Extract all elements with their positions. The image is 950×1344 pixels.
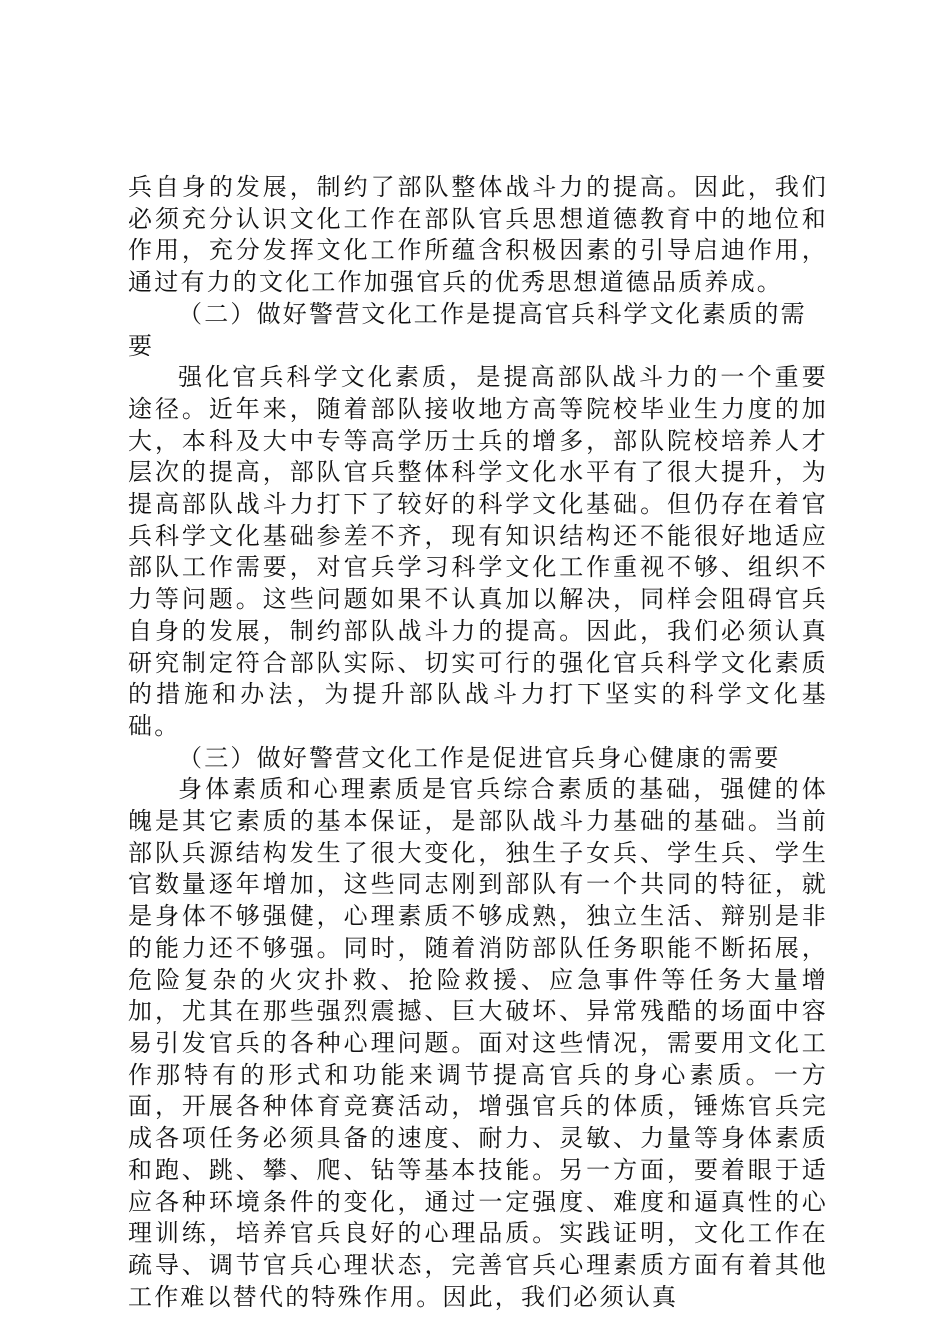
document-body [128,172,828,1313]
paragraph-continuation: 兵自身的发展，制约了部队整体战斗力的提高。因此，我们必须充分认识文化工作在部队官兵思想道德教育中的地位和作用，充分发挥文化工作所蕴含积极因素的引导启迪作用，通过有力的文化工作加强官兵的优秀思想道德品质养成。 [128,173,828,297]
paragraph-science-culture: 强化官兵科学文化素质，是提高部队战斗力的一个重要途径。近年来，随着部队接收地方高等院校毕业生力度的加大，本科及大中专等高学历士兵的增多，部队院校培养人才层次的提高，部队官兵整体科学文化水平有了很大提升，为提高部队战斗力打下了较好的科学文化基础。但仍存在着官兵科学文化基础参差不齐，现有知识结构还不能很好地适应部队工作需要，对官兵学习科学文化工作重视不够、组织不力等问题。这些问题如果不认真加以解决，同样会阻碍官兵自身的发展，制约部队战斗力的提高。因此，我们必须认真研究制定符合部队实际、切实可行的强化官兵科学文化素质的措施和办法，为提升部队战斗力打下坚实的科学文化基础。 [128,363,828,740]
paragraph-physical-mental-health: 身体素质和心理素质是官兵综合素质的基础，强健的体魄是其它素质的基本保证，是部队战斗力基础的基础。当前部队兵源结构发生了很大变化，独生子女兵、学生兵、学生官数量逐年增加，这些同志刚到部队有一个共同的特征，就是身体不够强健，心理素质不够成熟，独立生活、辩别是非的能力还不够强。同时，随着消防部队任务职能不断拓展，危险复杂的火灾扑救、抢险救援、应急事件等任务大量增加，尤其在那些强烈震撼、巨大破坏、异常残酷的场面中容易引发官兵的各种心理问题。面对这些情况，需要用文化工作那特有的形式和功能来调节提高官兵的身心素质。一方面，开展各种体育竞赛活动，增强官兵的体质，锤炼官兵完成各项任务必须具备的速度、耐力、灵敏、力量等身体素质和跑、跳、攀、爬、钻等基本技能。另一方面，要着眼于适应各种环境条件的变化，通过一定强度、难度和逼真性的心理训练，培养官兵良好的心理品质。实践证明，文化工作在疏导、调节官兵心理状态，完善官兵心理素质方面有着其他工作难以替代的特殊作用。因此，我们必须认真 [128,775,828,1311]
section-heading-2: （二）做好警营文化工作是提高官兵科学文化素质的需要 [128,299,807,360]
section-heading-3: （三）做好警营文化工作是促进官兵身心健康的需要 [178,743,781,772]
